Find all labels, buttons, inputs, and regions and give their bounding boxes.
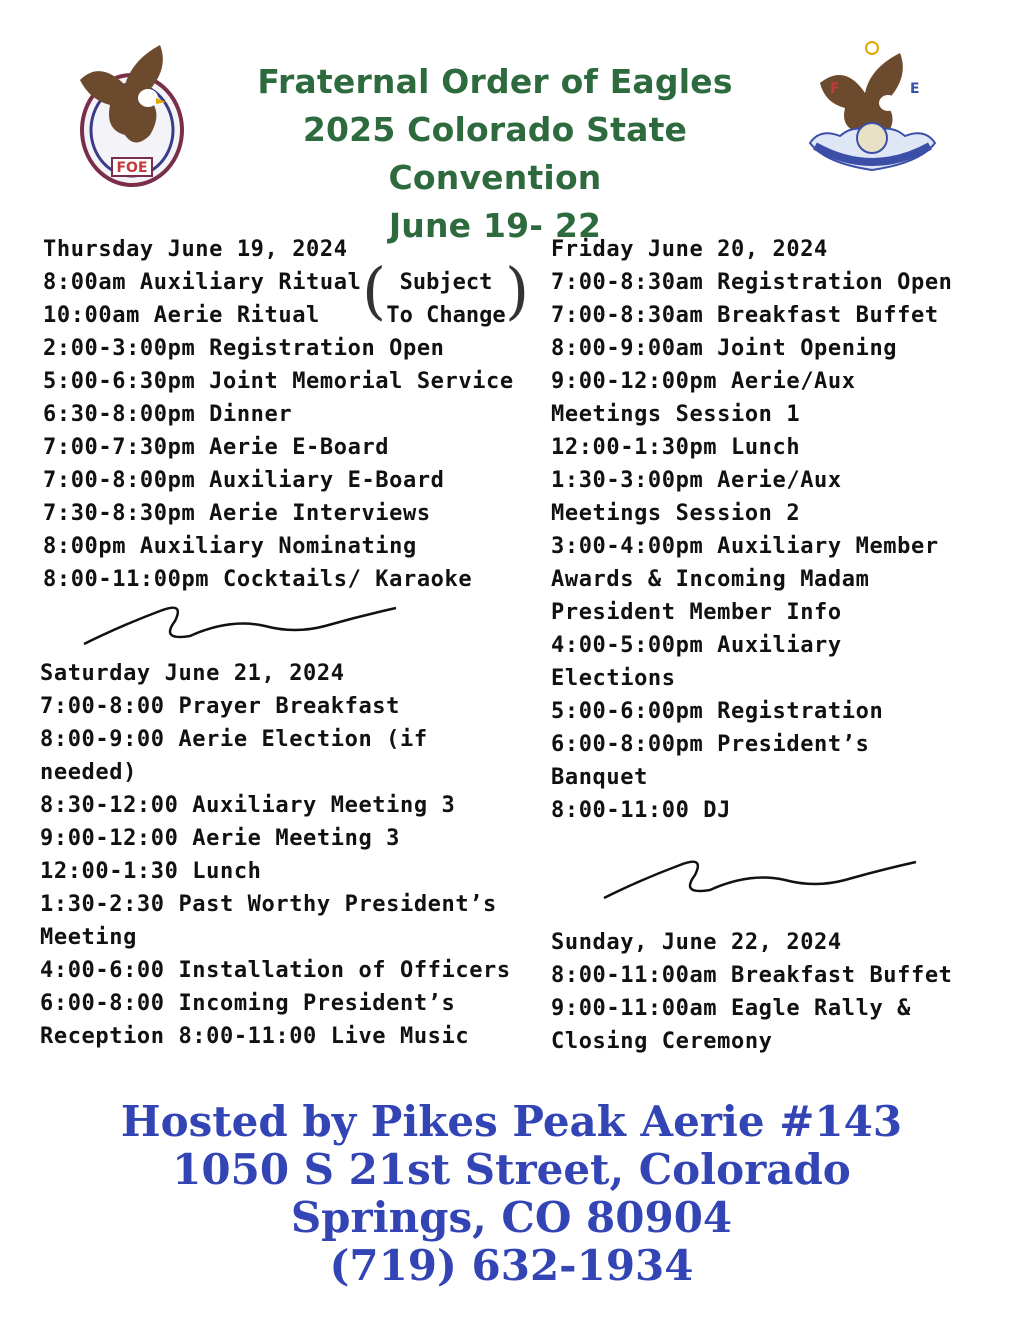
list-item: Closing Ceremony	[551, 1029, 773, 1054]
list-item: 4:00-5:00pm Auxiliary	[551, 633, 842, 658]
list-item: Elections	[551, 666, 676, 691]
list-item: 8:00-11:00am Breakfast Buffet	[551, 963, 953, 988]
list-item: 9:00-11:00am Eagle Rally &	[551, 996, 911, 1021]
host-name: Hosted by Pikes Peak Aerie #143	[120, 1097, 903, 1146]
list-item: Meetings Session 2	[551, 501, 801, 526]
title-line-1: Fraternal Order of Eagles	[257, 62, 733, 101]
list-item: 5:00-6:30pm Joint Memorial Service	[43, 369, 514, 394]
list-item: Banquet	[551, 765, 648, 790]
list-item: 6:00-8:00 Incoming President’s	[40, 991, 456, 1016]
squiggle-divider-left	[80, 596, 400, 656]
list-item: 8:00-9:00 Aerie Election (if	[40, 727, 428, 752]
left-parenthesis: (	[362, 254, 387, 327]
list-item: President Member Info	[551, 600, 842, 625]
address-line-1: 1050 S 21st Street, Colorado	[172, 1145, 851, 1194]
thursday-heading: Thursday June 19, 2024	[43, 237, 348, 262]
list-item: 8:00-11:00pm Cocktails/ Karaoke	[43, 567, 473, 592]
list-item: 7:00-8:00 Prayer Breakfast	[40, 694, 400, 719]
subject-to-change-note	[362, 254, 532, 333]
list-item: 8:00am Auxiliary Ritual	[43, 270, 362, 295]
list-item: 6:00-8:00pm President’s	[551, 732, 870, 757]
title-line-3: June 19- 22	[388, 206, 602, 245]
list-item: 9:00-12:00pm Aerie/Aux	[551, 369, 856, 394]
list-item: 3:00-4:00pm Auxiliary Member	[551, 534, 939, 559]
svg-text:F: F	[830, 81, 840, 97]
list-item: 8:00-9:00am Joint Opening	[551, 336, 898, 361]
list-item: 7:00-8:30am Breakfast Buffet	[551, 303, 939, 328]
host-footer	[0, 1098, 1023, 1290]
list-item: 10:00am Aerie Ritual	[43, 303, 320, 328]
eagle-seal-icon	[70, 40, 195, 190]
saturday-heading: Saturday June 21, 2024	[40, 661, 345, 686]
logo-left-text: FOE	[116, 160, 148, 176]
list-item: 5:00-6:00pm Registration	[551, 699, 884, 724]
friday-heading: Friday June 20, 2024	[551, 237, 828, 262]
list-item: 2:00-3:00pm Registration Open	[43, 336, 445, 361]
auxiliary-eagle-icon	[800, 38, 945, 178]
title-block	[200, 58, 790, 250]
note-line-2: To Change	[386, 303, 506, 328]
right-parenthesis: )	[505, 254, 530, 327]
saturday-schedule	[40, 657, 530, 1053]
sunday-heading: Sunday, June 22, 2024	[551, 930, 842, 955]
list-item: 6:30-8:00pm Dinner	[43, 402, 293, 427]
list-item: 12:00-1:30pm Lunch	[551, 435, 801, 460]
list-item: needed)	[40, 760, 137, 785]
phone-number: (719) 632-1934	[329, 1241, 694, 1290]
list-item: 9:00-12:00 Aerie Meeting 3	[40, 826, 400, 851]
title-line-2: 2025 Colorado State Convention	[302, 110, 688, 197]
squiggle-divider-right	[600, 850, 920, 910]
list-item: 7:00-7:30pm Aerie E-Board	[43, 435, 390, 460]
note-line-1: Subject	[399, 270, 493, 295]
list-item: 12:00-1:30 Lunch	[40, 859, 262, 884]
list-item: 1:30-2:30 Past Worthy President’s	[40, 892, 497, 917]
list-item: 8:00pm Auxiliary Nominating	[43, 534, 417, 559]
friday-schedule	[551, 233, 991, 827]
address-line-2: Springs, CO 80904	[290, 1193, 733, 1242]
svg-text:E: E	[910, 81, 920, 97]
list-item: 8:30-12:00 Auxiliary Meeting 3	[40, 793, 456, 818]
list-item: 7:30-8:30pm Aerie Interviews	[43, 501, 431, 526]
list-item: 4:00-6:00 Installation of Officers	[40, 958, 511, 983]
list-item: Reception 8:00-11:00 Live Music	[40, 1024, 470, 1049]
list-item: Meeting	[40, 925, 137, 950]
list-item: 7:00-8:30am Registration Open	[551, 270, 953, 295]
header	[0, 0, 1023, 245]
list-item: Meetings Session 1	[551, 402, 801, 427]
list-item: 1:30-3:00pm Aerie/Aux	[551, 468, 842, 493]
list-item: 7:00-8:00pm Auxiliary E-Board	[43, 468, 445, 493]
list-item: 8:00-11:00 DJ	[551, 798, 731, 823]
list-item: Awards & Incoming Madam	[551, 567, 870, 592]
sunday-schedule	[551, 926, 991, 1058]
